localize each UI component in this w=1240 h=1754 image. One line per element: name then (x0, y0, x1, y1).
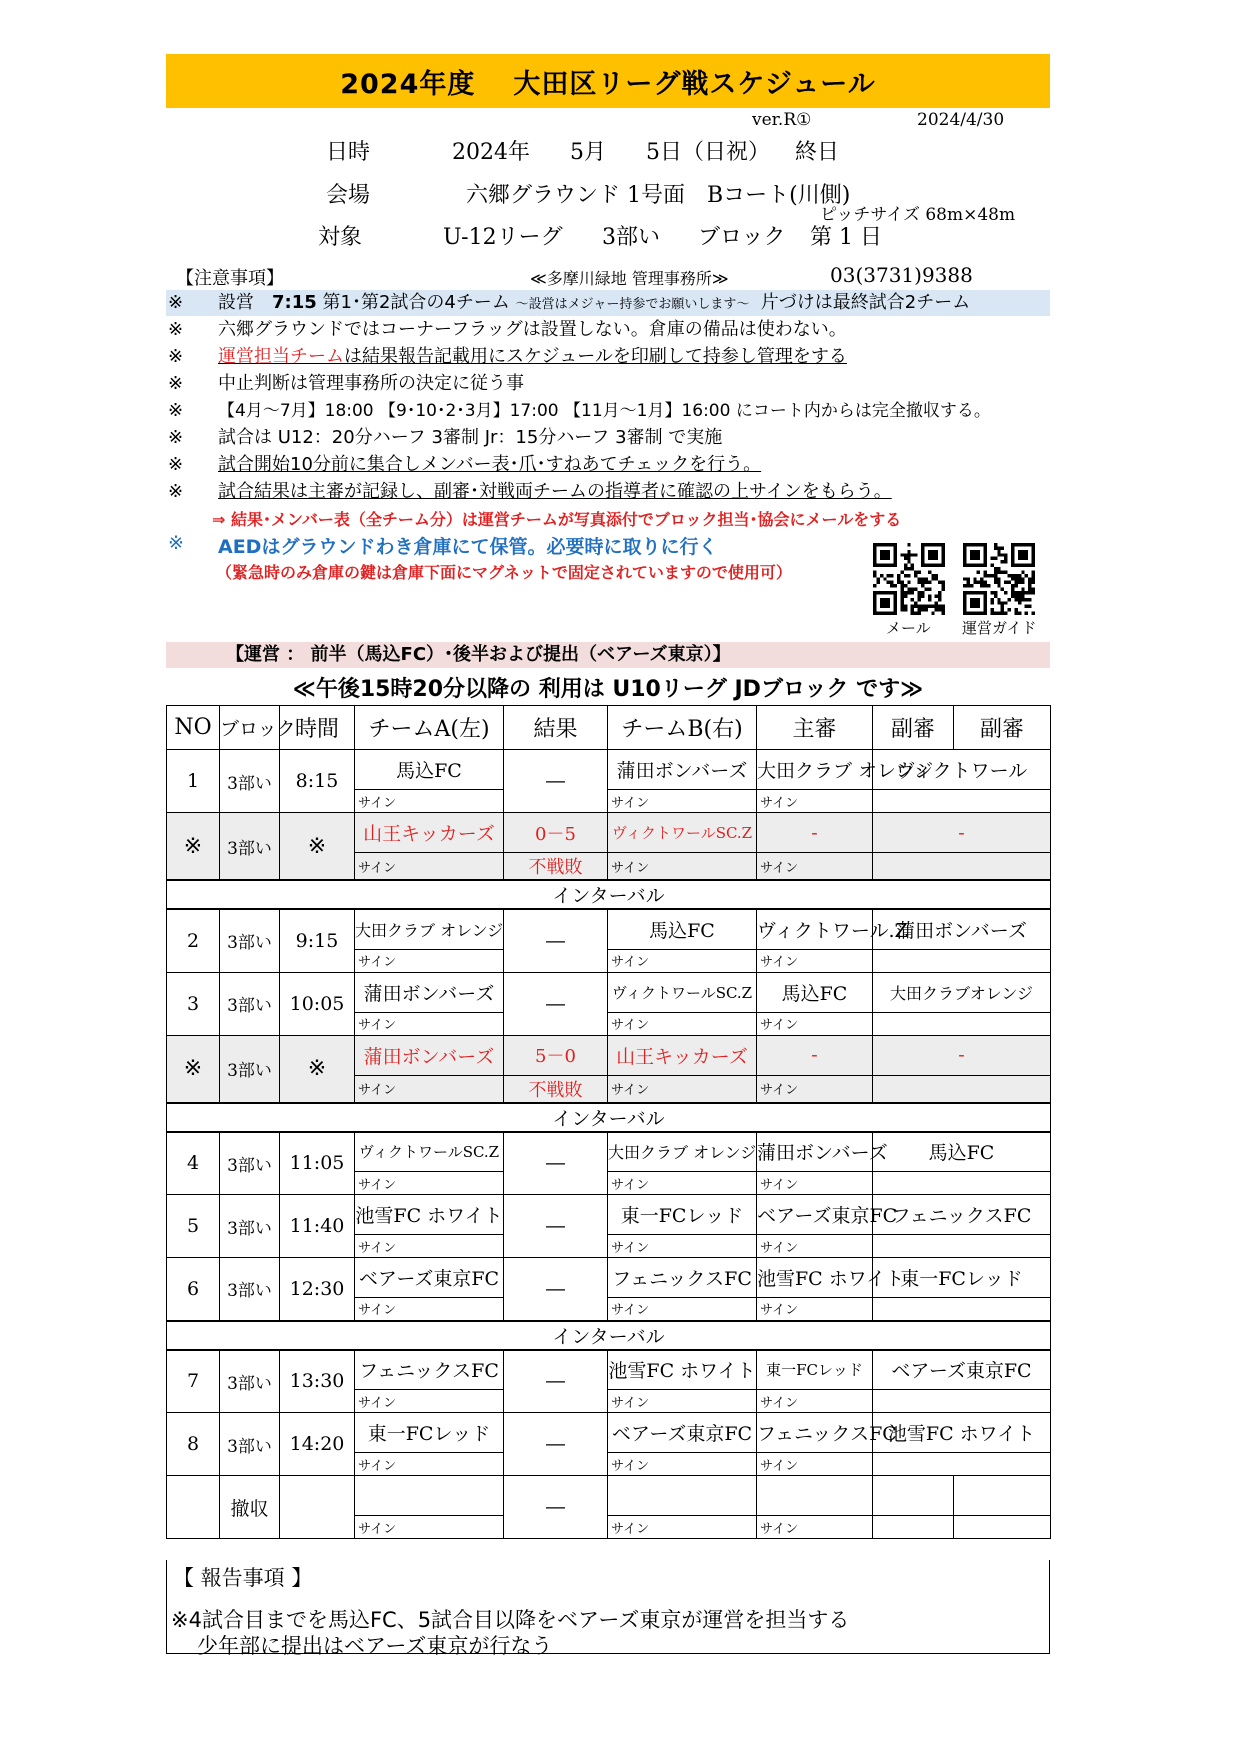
page-title: 大田区リーグ戦スケジュール (513, 68, 876, 100)
datetime-month: 5月 (570, 140, 606, 165)
match-no: 6 (167, 1258, 220, 1321)
sign-referee[interactable]: サイン (757, 1075, 873, 1103)
table-row (167, 1413, 1051, 1453)
match-time: 9:15 (280, 909, 355, 972)
interval-row (167, 880, 1051, 909)
header-time: 時間 (280, 706, 355, 750)
team-a: 馬込FC (355, 750, 504, 790)
table-header (167, 706, 1051, 750)
match-no: 5 (167, 1195, 220, 1258)
note-corner-flag: ※ 六郷グラウンドではコーナーフラッグは設置しない。倉庫の備品は使わない。 (168, 319, 847, 340)
match-no: 3 (167, 972, 220, 1035)
match-block: 3部い (220, 1132, 280, 1195)
team-a (355, 1476, 504, 1516)
team-a: 蒲田ボンバーズ (355, 1035, 504, 1075)
sign-team-a[interactable]: サイン (355, 1516, 504, 1539)
match-no: 4 (167, 1132, 220, 1195)
assistant-referees: 馬込FC (873, 1132, 1051, 1172)
interval-label: インターバル (167, 1103, 1051, 1132)
table-row (167, 1195, 1051, 1235)
team-b: 馬込FC (608, 909, 757, 949)
match-block: 3部い (220, 1195, 280, 1258)
header-ar1: 副審 (873, 706, 954, 750)
match-time: 11:05 (280, 1132, 355, 1195)
sign-team-a[interactable]: サイン (355, 853, 504, 881)
note-setup-time: 7:15 (272, 292, 317, 313)
target-day: 第 1 日 (810, 225, 882, 250)
match-time: 11:40 (280, 1195, 355, 1258)
header-referee: 主審 (757, 706, 873, 750)
team-a: ベアーズ東京FC (355, 1258, 504, 1298)
match-block: 3部い (220, 909, 280, 972)
pitch-size: ピッチサイズ 68m×48m (820, 205, 1016, 225)
note-check: ※ 試合開始10分前に集合しメンバー表･爪･すねあてチェックを行う。 (168, 454, 762, 475)
sign-team-b[interactable]: サイン (608, 1235, 757, 1258)
table-row (167, 1258, 1051, 1298)
note-operating-team: 運営担当チーム (218, 346, 344, 367)
match-result: ― (504, 750, 608, 813)
sign-team-b[interactable]: サイン (608, 1390, 757, 1413)
sign-referee[interactable]: サイン (757, 1235, 873, 1258)
schedule-table (166, 705, 1051, 1539)
qr-guide-label: 運営ガイド (962, 619, 1037, 637)
forfeit-label: 不戦敗 (504, 853, 608, 881)
sign-team-a[interactable]: サイン (355, 1075, 504, 1103)
qr-mail-label: メール (886, 619, 931, 637)
match-no (167, 1476, 220, 1539)
table-row-withdrawal (167, 1476, 1051, 1516)
table-row-forfeit (167, 813, 1051, 853)
datetime-year: 2024年 (452, 140, 530, 165)
team-a: フェニックスFC (355, 1350, 504, 1390)
sign-referee[interactable]: サイン (757, 853, 873, 881)
sign-team-a[interactable]: サイン (355, 1172, 504, 1195)
header-no: NO (167, 706, 220, 750)
report-section (166, 1560, 1050, 1658)
target-block: ブロック (698, 225, 786, 250)
notes-heading: 【注意事項】 (176, 268, 284, 289)
team-a: ヴィクトワールSC.Z (355, 1132, 504, 1172)
referee: 大田クラブ オレンジ (757, 750, 873, 790)
table-row (167, 750, 1051, 790)
team-a: 池雪FC ホワイト (355, 1195, 504, 1235)
sign-referee[interactable]: サイン (757, 1390, 873, 1413)
table-row (167, 1350, 1051, 1390)
match-time: ※ (280, 1035, 355, 1103)
note-setup-measure: ～設営はメジャー持参でお願いします～ (515, 297, 750, 312)
sign-referee[interactable]: サイン (757, 1516, 873, 1539)
note-cancel: ※ 中止判断は管理事務所の決定に従う事 (168, 373, 524, 394)
guide-qr-code[interactable] (963, 543, 1035, 615)
target-division: 3部い (602, 225, 660, 250)
sign-team-a[interactable]: サイン (355, 949, 504, 972)
match-result: ― (504, 1476, 608, 1539)
match-no: 8 (167, 1413, 220, 1476)
assistant-referee-1 (873, 1476, 954, 1516)
assistant-referees: 蒲田ボンバーズ (873, 909, 1051, 949)
team-b: ベアーズ東京FC (608, 1413, 757, 1453)
usage-note: ≪午後15時20分以降の 利用は U10リーグ JDブロック です≫ (292, 677, 924, 702)
office-phone: 03(3731)9388 (830, 263, 973, 287)
match-time: 14:20 (280, 1413, 355, 1476)
assistant-referees: 大田クラブオレンジ (873, 972, 1051, 1012)
team-b: ヴィクトワールSC.Z (608, 813, 757, 853)
assistant-referees: - (873, 813, 1051, 853)
referee: - (757, 1035, 873, 1075)
report-line-2: 少年部に提出はベアーズ東京が行なう (197, 1634, 553, 1658)
match-time: 8:15 (280, 750, 355, 813)
venue-label: 会場 (326, 183, 371, 208)
team-b (608, 1476, 757, 1516)
sign-referee[interactable]: サイン (757, 949, 873, 972)
assistant-referees: - (873, 1035, 1051, 1075)
assistant-referees: ベアーズ東京FC (873, 1350, 1051, 1390)
team-a: 蒲田ボンバーズ (355, 972, 504, 1012)
match-time: ※ (280, 813, 355, 881)
match-result: ― (504, 1350, 608, 1413)
interval-label: インターバル (167, 880, 1051, 909)
sign-team-a[interactable]: サイン (355, 790, 504, 813)
match-block: 3部い (220, 972, 280, 1035)
match-block: 3部い (220, 1035, 280, 1103)
assistant-referees: フェニックスFC (873, 1195, 1051, 1235)
sign-team-b[interactable]: サイン (608, 1453, 757, 1476)
team-a: 大田クラブ オレンジ (355, 909, 504, 949)
note-result-sign: ※ 試合結果は主審が記録し、副審･対戦両チームの指導者に確認の上サインをもらう。 (168, 481, 892, 502)
note-withdraw-time: ※ 【4月～7月】18:00 【9･10･2･3月】17:00 【11月～1月】16:00 にコート内からは完全撤収する。 (168, 400, 991, 421)
table-row (167, 909, 1051, 949)
team-a: 東一FCレッド (355, 1413, 504, 1453)
match-no: ※ (167, 1035, 220, 1103)
table-row (167, 1132, 1051, 1172)
sign-team-b[interactable]: サイン (608, 1298, 757, 1321)
office-name: ≪多摩川緑地 管理事務所≫ (530, 269, 729, 288)
team-b: 大田クラブ オレンジ (608, 1132, 757, 1172)
interval-label: インターバル (167, 1321, 1051, 1350)
sign-referee[interactable]: サイン (757, 1298, 873, 1321)
note-setup-teams: 第1･第2試合の4チーム (316, 292, 510, 313)
header-result: 結果 (504, 706, 608, 750)
doc-date: 2024/4/30 (917, 110, 1005, 130)
note-setup: ※ 設営 7:15 第1･第2試合の4チーム ～設営はメジャー持参でお願いします～ 片づけは最終試合2チーム (166, 290, 1050, 316)
assistant-referees: ヴィクトワール (873, 750, 1051, 790)
header-ar2: 副審 (954, 706, 1051, 750)
aed-sub-note: （緊急時のみ倉庫の鍵は倉庫下面にマグネットで固定されていますので使用可） (216, 563, 792, 582)
header-team-a: チームA(左) (355, 706, 504, 750)
sign-team-a[interactable]: サイン (355, 1235, 504, 1258)
match-no: 1 (167, 750, 220, 813)
table-row (167, 972, 1051, 1012)
match-no: 2 (167, 909, 220, 972)
team-a: 山王キッカーズ (355, 813, 504, 853)
sign-team-a[interactable]: サイン (355, 1298, 504, 1321)
match-time: 13:30 (280, 1350, 355, 1413)
referee: 蒲田ボンバーズ (757, 1132, 873, 1172)
sign-team-b[interactable]: サイン (608, 853, 757, 881)
referee: 馬込FC (757, 972, 873, 1012)
table-row-forfeit (167, 1035, 1051, 1075)
datetime-label: 日時 (326, 140, 371, 165)
withdrawal-label: 撤収 (220, 1476, 280, 1539)
match-block: 3部い (220, 813, 280, 881)
sign-referee[interactable]: サイン (757, 1172, 873, 1195)
match-result: ― (504, 909, 608, 972)
sign-team-a[interactable]: サイン (355, 1012, 504, 1035)
version: ver.R① (752, 110, 812, 130)
match-time: 10:05 (280, 972, 355, 1035)
referee (757, 1476, 873, 1516)
sign-referee[interactable]: サイン (757, 790, 873, 813)
datetime-day: 5日（日祝） (646, 140, 770, 165)
team-b: 東一FCレッド (608, 1195, 757, 1235)
match-result: ― (504, 1195, 608, 1258)
assistant-referees: 池雪FC ホワイト (873, 1413, 1051, 1453)
sign-referee[interactable]: サイン (757, 1012, 873, 1035)
note-setup-label: 設営 (218, 292, 272, 313)
datetime-end: 終日 (795, 140, 840, 165)
referee: 東一FCレッド (757, 1350, 873, 1390)
match-result: ― (504, 972, 608, 1035)
interval-row (167, 1321, 1051, 1350)
match-block: 3部い (220, 1350, 280, 1413)
title-banner (166, 54, 1050, 108)
referee: ベアーズ東京FC (757, 1195, 873, 1235)
match-time: 12:30 (280, 1258, 355, 1321)
match-no: 7 (167, 1350, 220, 1413)
target-league: U-12リーグ (443, 225, 563, 250)
match-block: 3部い (220, 1258, 280, 1321)
match-result: 5－0 (504, 1035, 608, 1075)
operation-banner: 【運営 ： 前半（馬込FC）･後半および提出（ベアーズ東京）】 (166, 642, 1050, 668)
team-b: ヴィクトワールSC.Z (608, 972, 757, 1012)
match-result: ― (504, 1258, 608, 1321)
report-heading: 【 報告事項 】 (173, 1566, 313, 1590)
sign-referee[interactable]: サイン (757, 1453, 873, 1476)
team-b: 池雪FC ホワイト (608, 1350, 757, 1390)
header-team-b: チームB(右) (608, 706, 757, 750)
match-result: ― (504, 1132, 608, 1195)
referee: 池雪FC ホワイト (757, 1258, 873, 1298)
sign-team-b[interactable]: サイン (608, 790, 757, 813)
match-block: 3部い (220, 750, 280, 813)
assistant-referees: 東一FCレッド (873, 1258, 1051, 1298)
report-line-1: ※4試合目までを馬込FC、5試合目以降をベアーズ東京が運営を担当する (171, 1608, 850, 1632)
match-time (280, 1476, 355, 1539)
sign-team-b[interactable]: サイン (608, 1075, 757, 1103)
note-send-result: ⇒ 結果･メンバー表（全チーム分）は運営チームが写真添付でブロック担当･協会にメールをする (212, 510, 902, 529)
sign-team-b[interactable]: サイン (608, 1516, 757, 1539)
sign-team-b[interactable]: サイン (608, 1172, 757, 1195)
mail-qr-code[interactable] (873, 543, 945, 615)
note-setup-cleanup: 片づけは最終試合2チーム (760, 292, 971, 313)
target-label: 対象 (318, 225, 363, 250)
referee: フェニックスFC (757, 1413, 873, 1453)
team-b: 山王キッカーズ (608, 1035, 757, 1075)
sign-team-b[interactable]: サイン (608, 949, 757, 972)
title-year: 2024年度 (340, 68, 476, 100)
assistant-referee-2 (954, 1476, 1051, 1516)
match-block: 3部い (220, 1413, 280, 1476)
venue-value: 六郷グラウンド 1号面 Bコート(川側) (466, 183, 851, 208)
note-print-schedule: ※ 運営担当チームは結果報告記載用にスケジュールを印刷して持参し管理をする (168, 346, 847, 367)
team-b: フェニックスFC (608, 1258, 757, 1298)
forfeit-label: 不戦敗 (504, 1075, 608, 1103)
match-no: ※ (167, 813, 220, 881)
match-result: ― (504, 1413, 608, 1476)
sign-team-b[interactable]: サイン (608, 1012, 757, 1035)
sign-team-a[interactable]: サイン (355, 1390, 504, 1413)
referee: - (757, 813, 873, 853)
aed-mark: ※ (168, 532, 184, 554)
interval-row (167, 1103, 1051, 1132)
header-block: ブロック (220, 706, 280, 750)
sign-team-a[interactable]: サイン (355, 1453, 504, 1476)
match-result: 0－5 (504, 813, 608, 853)
team-b: 蒲田ボンバーズ (608, 750, 757, 790)
referee: ヴィクトワール.Z (757, 909, 873, 949)
aed-note: AEDはグラウンドわき倉庫にて保管。必要時に取りに行く (218, 536, 718, 558)
note-match-format: ※ 試合は U12：20分ハーフ 3審制 Jr：15分ハーフ 3審制 で実施 (168, 427, 723, 448)
